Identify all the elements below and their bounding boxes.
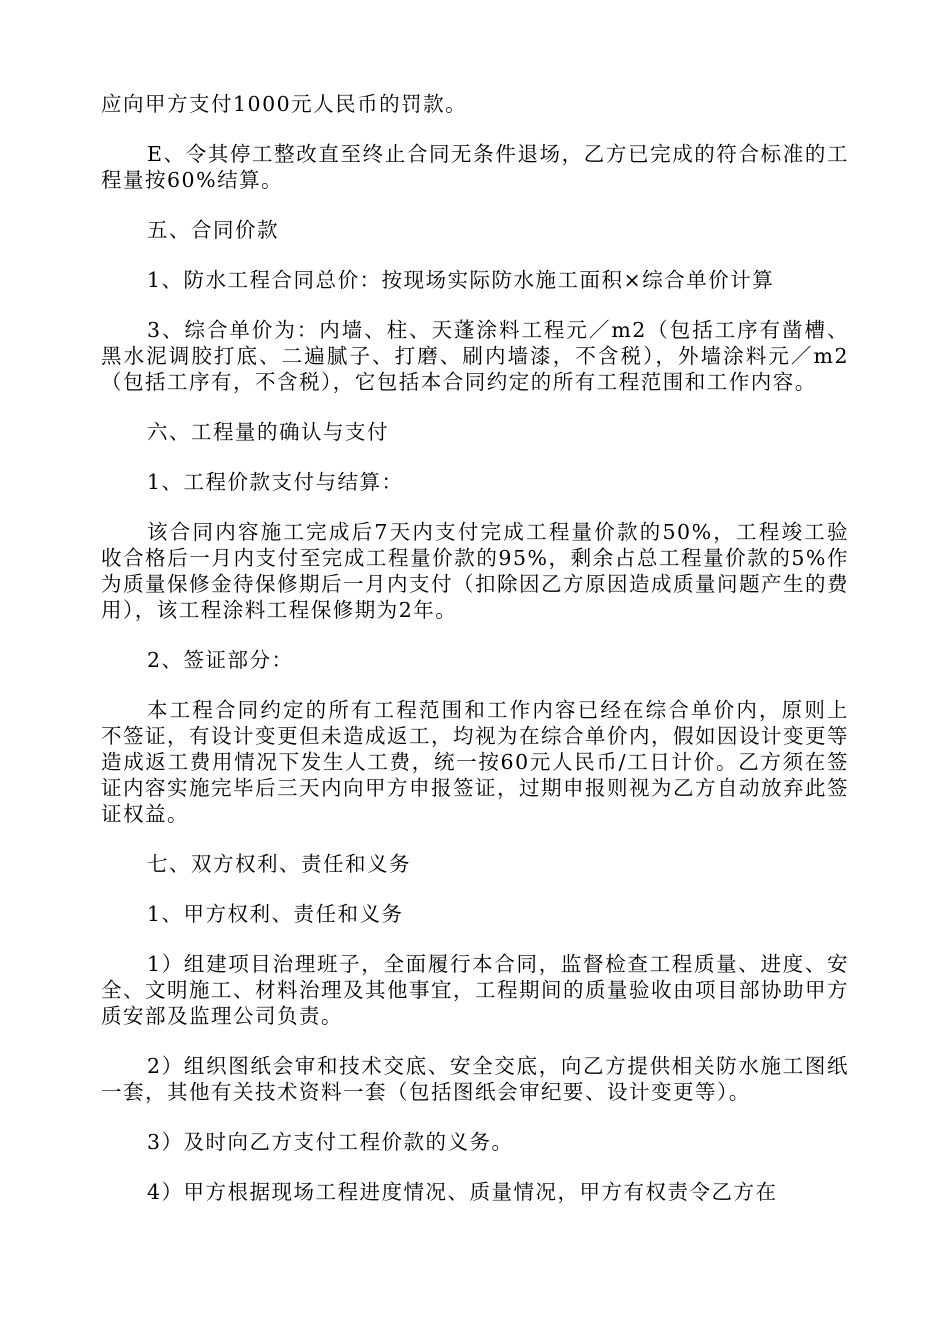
paragraph-5: 3、综合单价为：内墙、柱、天蓬涂料工程元／m2（包括工序有凿槽、黑水泥调胶打底、二遍腻子、打磨、刷内墙漆，不含税），外墙涂料元／m2（包括工序有，不含税），它包括本合同约定的所有工程范围和工作内容。	[101, 318, 849, 394]
paragraph-7: 1、工程价款支付与结算：	[147, 470, 404, 494]
paragraph-9: 2、签证部分：	[147, 648, 294, 672]
paragraph-2: E、令其停工整改直至终止合同无条件退场，乙方已完成的符合标准的工程量按60%结算。	[101, 142, 849, 192]
paragraph-4: 1、防水工程合同总价：按现场实际防水施工面积×综合单价计算	[147, 268, 775, 292]
paragraph-8: 该合同内容施工完成后7天内支付完成工程量价款的50%，工程竣工验收合格后一月内支付至完成工程量价款的95%，剩余占总工程量价款的5%作为质量保修金待保修期后一月内支付（扣除因乙方原因造成质量问题产生的费用），该工程涂料工程保修期为2年。	[101, 520, 849, 622]
paragraph-16: 4）甲方根据现场工程进度情况、质量情况，甲方有权责令乙方在	[147, 1180, 778, 1204]
document-body	[101, 91, 849, 1229]
paragraph-6: 六、工程量的确认与支付	[147, 420, 389, 444]
paragraph-15: 3）及时向乙方支付工程价款的义务。	[147, 1130, 514, 1154]
paragraph-11: 七、双方权利、责任和义务	[147, 852, 411, 876]
paragraph-1: 应向甲方支付1000元人民币的罚款。	[101, 92, 468, 116]
paragraph-12: 1、甲方权利、责任和义务	[147, 902, 404, 926]
paragraph-14: 2）组织图纸会审和技术交底、安全交底，向乙方提供相关防水施工图纸一套，其他有关技术资料一套（包括图纸会审纪要、设计变更等）。	[101, 1054, 849, 1104]
paragraph-10: 本工程合同约定的所有工程范围和工作内容已经在综合单价内，原则上不签证，有设计变更但未造成返工，均视为在综合单价内，假如因设计变更等造成返工费用情况下发生人工费，统一按60元人民币/工日计价。乙方须在签证内容实施完毕后三天内向甲方申报签证，过期申报则视为乙方自动放弃此签证权益。	[101, 698, 849, 826]
paragraph-3: 五、合同价款	[147, 218, 279, 242]
paragraph-13: 1）组建项目治理班子，全面履行本合同，监督检查工程质量、进度、安全、文明施工、材料治理及其他事宜，工程期间的质量验收由项目部协助甲方质安部及监理公司负责。	[101, 952, 849, 1028]
